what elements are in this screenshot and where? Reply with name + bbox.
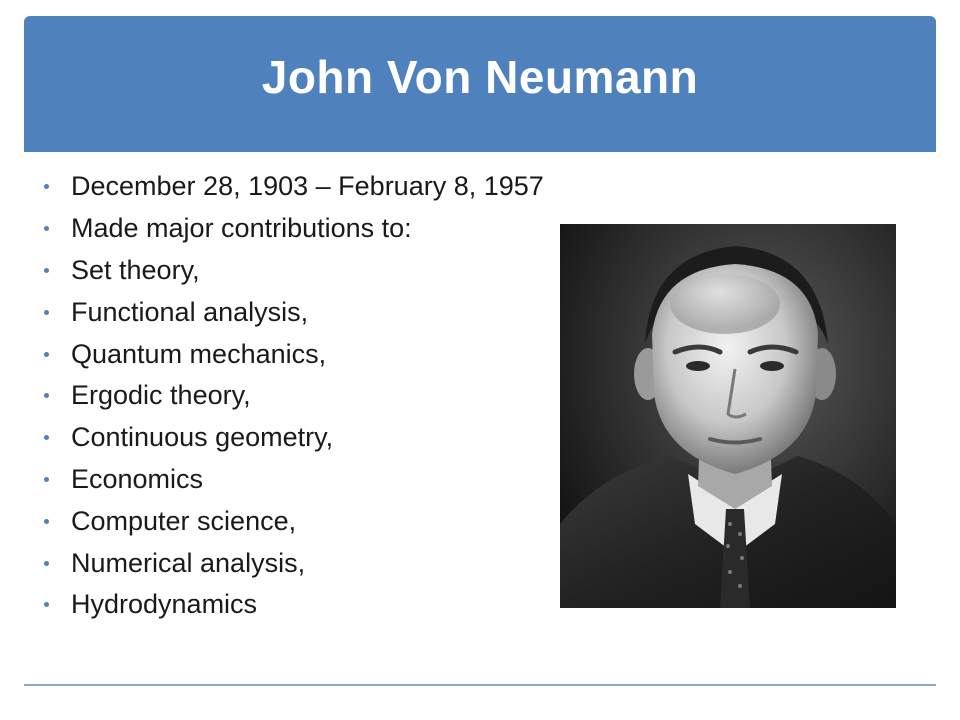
bullet-text: Functional analysis, [71,296,309,327]
list-item [44,459,544,501]
round-bullet-icon [44,352,49,357]
round-bullet-icon [44,268,49,273]
round-bullet-icon [44,602,49,607]
round-bullet-icon [44,561,49,566]
round-bullet-icon [44,226,49,231]
bullet-text: Hydrodynamics [71,589,258,620]
round-bullet-icon [44,477,49,482]
list-item [44,166,544,208]
round-bullet-icon [44,184,49,189]
title-banner [24,16,936,152]
list-item [44,542,544,584]
bullet-text: Economics [71,463,204,494]
round-bullet-icon [44,519,49,524]
list-item [44,250,544,292]
bottom-divider [24,684,936,686]
bullet-text: Ergodic theory, [71,380,251,411]
bullet-text: Numerical analysis, [71,547,306,578]
bullet-text: Computer science, [71,505,297,536]
bullet-text: Quantum mechanics, [71,338,327,369]
slide-title: John Von Neumann [261,51,699,103]
list-item [44,417,544,459]
round-bullet-icon [44,310,49,315]
list-item [44,291,544,333]
bullet-list [44,166,544,626]
bullet-text: Set theory, [71,254,200,285]
list-item [44,208,544,250]
list-item [44,333,544,375]
bullet-text: Continuous geometry, [71,422,334,453]
bullet-text: Made major contributions to: [71,213,412,244]
list-item [44,500,544,542]
round-bullet-icon [44,435,49,440]
portrait-image [560,224,896,608]
list-item [44,584,544,626]
round-bullet-icon [44,393,49,398]
bullet-text: December 28, 1903 – February 8, 1957 [71,171,544,202]
list-item [44,375,544,417]
portrait-photo [560,224,896,608]
